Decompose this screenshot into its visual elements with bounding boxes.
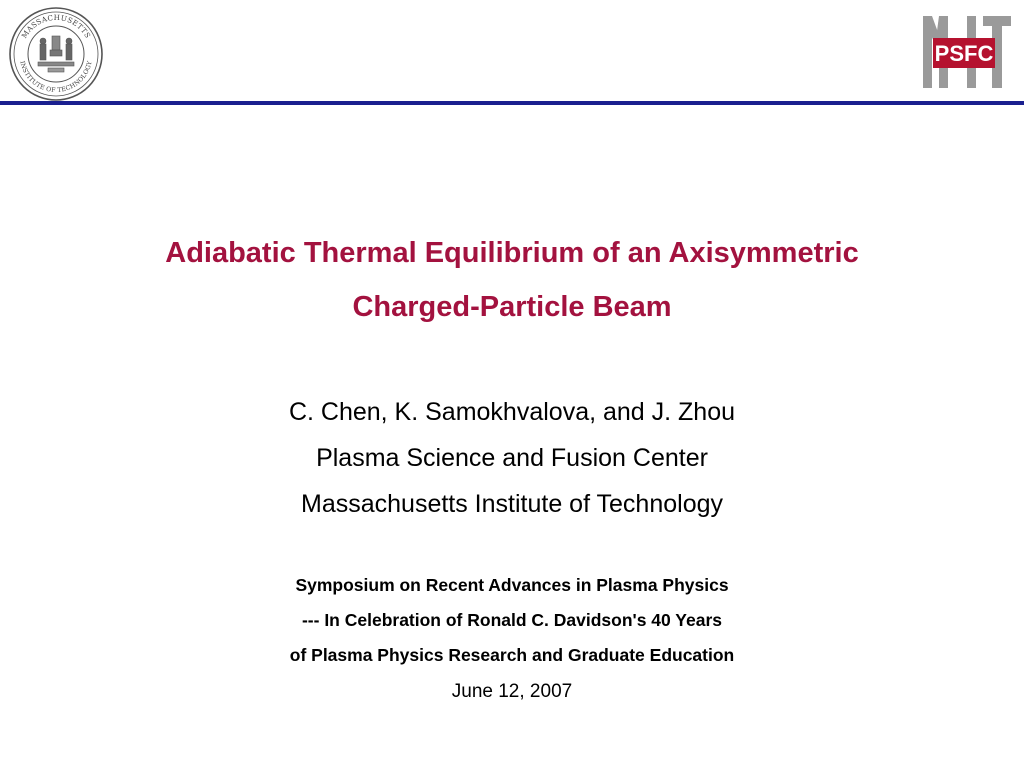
psfc-logo-text: PSFC [934, 41, 994, 66]
presentation-date: June 12, 2007 [451, 681, 573, 702]
mit-psfc-logo [921, 16, 1011, 88]
slide-title [0, 226, 1024, 334]
header-divider [0, 101, 1024, 105]
author-institution: Massachusetts Institute of Technology [301, 490, 723, 518]
title-line-2: Charged-Particle Beam [352, 291, 672, 323]
author-names: C. Chen, K. Samokhvalova, and J. Zhou [288, 398, 736, 426]
symposium-line-1: Symposium on Recent Advances in Plasma Physics [295, 575, 729, 595]
author-block [0, 389, 1024, 527]
svg-text:MASSACHUSETTS: MASSACHUSETTS [19, 12, 93, 40]
symposium-block [0, 568, 1024, 673]
svg-text:INSTITUTE OF TECHNOLOGY: INSTITUTE OF TECHNOLOGY [18, 60, 94, 95]
symposium-line-2: --- In Celebration of Ronald C. Davidson's 40 Years [301, 610, 723, 630]
title-line-1: Adiabatic Thermal Equilibrium of an Axisymmetric [165, 237, 859, 269]
author-affiliation: Plasma Science and Fusion Center [316, 444, 708, 472]
symposium-line-3: of Plasma Physics Research and Graduate Education [289, 645, 735, 665]
mit-seal-logo [8, 6, 104, 102]
